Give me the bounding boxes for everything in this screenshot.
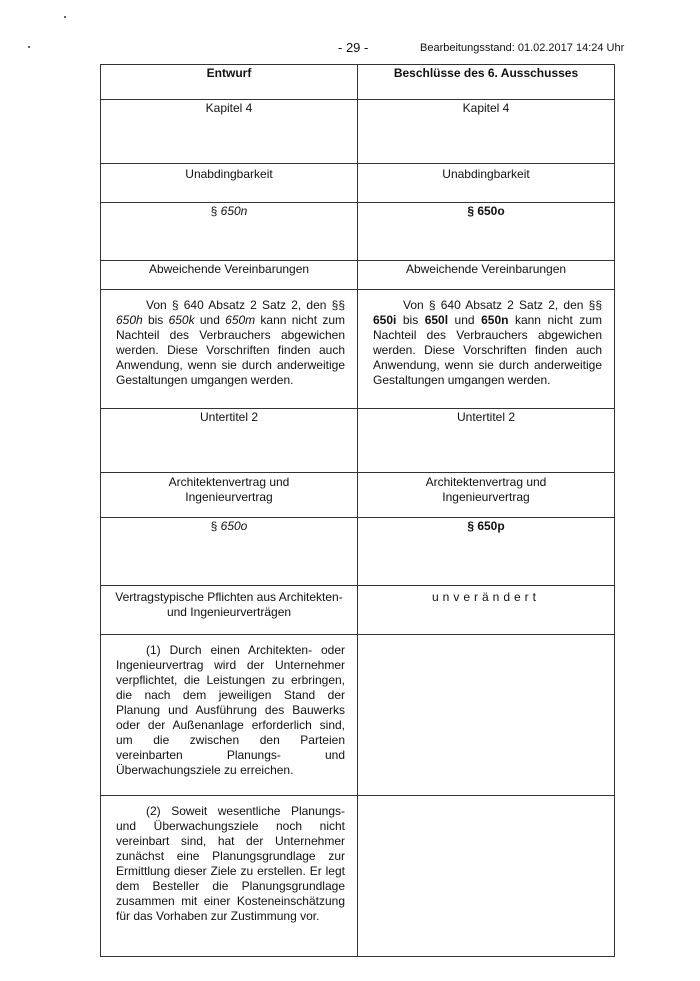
section-number-right: § 650o xyxy=(358,203,615,261)
synopsis-table xyxy=(100,64,615,957)
scan-speck xyxy=(28,46,30,48)
chapter-title-left: Unabdingbarkeit xyxy=(101,164,358,203)
section-title-right: Abweichende Vereinbarungen xyxy=(358,261,615,290)
table-row xyxy=(101,796,615,957)
table-row xyxy=(101,100,615,164)
column-header-draft: Entwurf xyxy=(101,65,358,100)
section-number-left: § 650o xyxy=(101,518,358,586)
unchanged-note: unverändert xyxy=(358,586,615,635)
empty-cell xyxy=(358,796,615,957)
table-row xyxy=(101,473,615,518)
chapter-title-right: Unabdingbarkeit xyxy=(358,164,615,203)
subtitle-heading-right: Architektenvertrag und Ingenieurvertrag xyxy=(358,473,615,518)
table-row xyxy=(101,586,615,635)
subtitle-right: Untertitel 2 xyxy=(358,409,615,473)
table-row xyxy=(101,635,615,796)
table-header-row xyxy=(101,65,615,100)
empty-cell xyxy=(358,635,615,796)
page-number: - 29 - xyxy=(338,40,369,55)
section-text-right: Von § 640 Absatz 2 Satz 2, den §§ 650i bis 650l und 650n kann nicht zum Nachteil des Verbrauchers abgewichen werden. Diese Vorschriften finden auch Anwendung, wenn sie durch anderweitige Gestaltungen umgangen werden. xyxy=(358,290,615,409)
subtitle-left: Untertitel 2 xyxy=(101,409,358,473)
table-row xyxy=(101,164,615,203)
column-header-committee: Beschlüsse des 6. Ausschusses xyxy=(358,65,615,100)
table-row xyxy=(101,203,615,261)
scan-speck xyxy=(64,16,66,18)
edit-timestamp: Bearbeitungsstand: 01.02.2017 14:24 Uhr xyxy=(420,42,625,54)
section-text-left: Von § 640 Absatz 2 Satz 2, den §§ 650h bis 650k und 650m kann nicht zum Nachteil des Verbrauchers abgewichen werden. Diese Vorschriften finden auch Anwendung, wenn sie durch anderweitige Gestaltungen umgangen werden. xyxy=(101,290,358,409)
table-row xyxy=(101,290,615,409)
chapter-heading-left: Kapitel 4 xyxy=(101,100,358,164)
subtitle-heading-left: Architektenvertrag und Ingenieurvertrag xyxy=(101,473,358,518)
section-title-left: Vertragstypische Pflichten aus Architekten- und Ingenieurverträgen xyxy=(101,586,358,635)
section-number-left: § 650n xyxy=(101,203,358,261)
section-title-left: Abweichende Vereinbarungen xyxy=(101,261,358,290)
table-row xyxy=(101,518,615,586)
table-row xyxy=(101,409,615,473)
table-row xyxy=(101,261,615,290)
paragraph-2-left: (2) Soweit wesentliche Planungs- und Überwachungsziele noch nicht vereinbart sind, hat der Unternehmer zunächst eine Planungsgrundlage zur Ermittlung dieser Ziele zu erstellen. Er legt dem Besteller die Planungsgrundlage zusammen mit einer Kosteneinschätzung für das Vorhaben zur Zustimmung vor. xyxy=(101,796,358,957)
section-number-right: § 650p xyxy=(358,518,615,586)
chapter-heading-right: Kapitel 4 xyxy=(358,100,615,164)
paragraph-1-left: (1) Durch einen Architekten- oder Ingenieurvertrag wird der Unternehmer verpflichtet, die Leistungen zu erbringen, die nach dem jeweiligen Stand der Planung und Ausführung des Bauwerks oder der Außenanlage erforderlich sind, um die zwischen den Parteien vereinbarten Planungs- und Überwachungsziele zu erreichen. xyxy=(101,635,358,796)
